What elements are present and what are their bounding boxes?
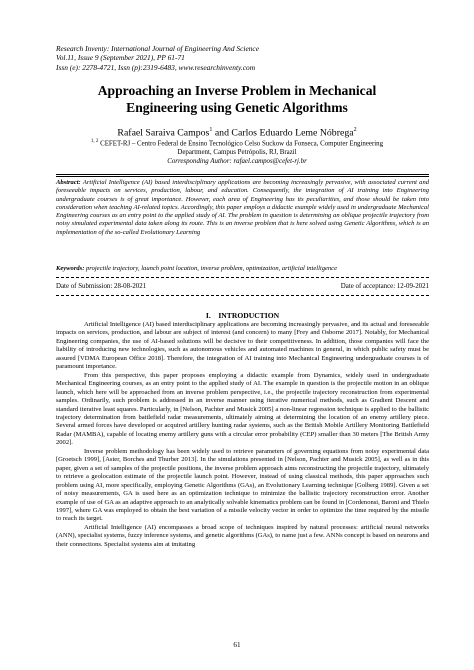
journal-name: Research Inventy: International Journal of Engineering And Science <box>56 44 259 53</box>
keywords-label: Keywords: <box>56 265 85 272</box>
title-line-2: Engineering using Genetic Algorithms <box>126 100 348 115</box>
section-heading: I. INTRODUCTION <box>205 311 280 320</box>
paragraph-1: Artificial Intelligence (AI) based interdisciplinary applications are becoming increasingly pervasive, and its actual and foreseeable impacts on services, production, and labour are subject of interest (and concern) to many [Frey and Osborne 2017]. Notably, for Mechanical Engineering companies, the use of AI-based solutions will be decisive to their competitiveness. In addition, those companies will face the liability of introducing new technologies, such as autonomous vehicles and automated machines in general, in which public safety must be assured [VDMA European Office 2018]. Therefore, the integration of AI training into Mechanical Engineering undergraduate courses is of paramount importance. <box>56 321 429 371</box>
author-1: Rafael Saraiva Campos <box>117 127 210 139</box>
keywords <box>56 265 429 273</box>
author-1-affiliation-mark: 1 <box>209 127 213 133</box>
paragraph-4: Artificial Intelligence (AI) encompasses a broad scope of techniques inspired by natural processes: artificial neural networks (ANN), specialist systems, fuzzy inference systems, and genetic algorithms (GAs), to name just a few. ANNs concept is based on neurons and their connections. Specialist systems aim at imitating <box>56 523 429 548</box>
journal-volume: Vol.11, Issue 9 (September 2021), PP 61-71 <box>56 53 185 63</box>
paragraph-3: Inverse problem methodology has been widely used to retrieve parameters of governing equations from noisy experimental data [Groetsch 1999], [Aster, Borches and Thurber 2013]. In the simulations presented in [Nelson, Pachter and Musick 2005], as well as in this paper, given a set of samples of the projectile positions, the inverse problem approach aims reconstructing the projectile trajectory, ultimately to retrieve a geolocation estimate of the projectile launch point. However, instead of using classical methods, this paper approaches such problem using AI, more specifically, employing Genetic Algorithms (GAs), an Evolutionary Learning technique [Golberg 1989]. Given a set of noisy measurements, GA is used here as an optimization technique to minimize the ballistic trajectory reconstruction error. Another example of use of GA as an adaptive approach to an analytically solvable kinematics problem can be found in [Cordenonsi, Baroni and Thielo 1997], where GA was employed to obtain the best variation of a missile velocity vector in order to optimize the time required by the missile to reach its target. <box>56 447 429 523</box>
divider-top <box>56 174 429 175</box>
submission-date: Date of Submission: 28-08-2021 <box>56 283 147 290</box>
abstract <box>56 179 429 237</box>
keywords-text: projectile trajectory, launch point location, inverse problem, optimization, artificial intelligence <box>84 265 337 272</box>
title-line-1: Approaching an Inverse Problem in Mechanical <box>97 83 377 98</box>
journal-header <box>56 44 426 72</box>
paper-title <box>40 82 434 116</box>
page-number: 61 <box>233 641 241 649</box>
journal-issn: Issn (e): 2278-4721, Issn (p):2319-6483, www.researchinventy.com <box>56 62 256 72</box>
dates-row <box>56 282 429 291</box>
affiliation-line-2: Department, Campus Petrópolis, RJ, Brazil <box>177 149 297 157</box>
author-conjunction: and <box>212 127 232 139</box>
divider-dates <box>56 295 429 296</box>
paragraph-2: From this perspective, this paper proposes employing a didactic example from Dynamics, widely used in undergraduate Mechanical Engineering courses, as an entry point to the applied study of AI. The example in question is the projectile motion in an oblique launch, which here will be approached from an inverse problem perspective, i.e., the projectile trajectory reconstruction from experimental samples. Ordinarily, such problem is addressed in an inverse manner using iterative numerical methods, such as Gradient Descent and standard iterative least squares. Particularly, in [Nelson, Pachter and Musick 2005] a non-linear regression technique is applied to the ballistic trajectory determination from battlefield radar measurements, ultimately aiming at determining the location of an enemy artillery piece. Several armed forces have developed or acquired artillery hunting radar systems, such as the British Mobile Artillery Monitoring Battlefield Radar (MAMBA), capable of locating enemy artillery guns with a circular error probability (CEP) smaller than 30 meters [The British Army 2002]. <box>56 371 429 447</box>
author-2: Carlos Eduardo Leme Nóbrega <box>231 127 354 139</box>
affiliation-mark: 1, 2 <box>90 139 99 144</box>
divider-top-2 <box>56 176 429 177</box>
affiliation <box>56 138 418 167</box>
body-text <box>56 321 429 549</box>
acceptance-date: Date of acceptance: 12-09-2021 <box>340 283 429 290</box>
author-2-affiliation-mark: 2 <box>353 127 357 133</box>
affiliation-line-1: CEFET-RJ – Centro Federal de Ensino Tecnológico Celso Suckow da Fonseca, Computer Engineering <box>98 140 384 148</box>
corresponding-author: Corresponding Author: rafael.campos@cefet-rj.br <box>167 158 307 166</box>
author-list <box>40 124 434 139</box>
divider-keywords <box>56 277 429 278</box>
abstract-text: Artificial Intelligence (AI) based interdisciplinary applications are becoming increasingly pervasive, with associated current and foreseeable impacts on services, production, labour, and education. Consequently, the integration of AI training into Engineering undergraduate courses is of great importance. However, each area of Engineering has its peculiarities, and those should be taken into consideration when teaching AI-related topics. Accordingly, this paper employs a didactic example widely used in undergraduate Mechanical Engineering courses as an entry point to the applied study of AI. The problem in question is determining an oblique projectile trajectory from noisy simulated experimental data taken along its route. This is an inverse problem that is here solved using Genetic Algorithms, which is an implementation of the so-called Evolutionary Learning <box>56 179 429 236</box>
abstract-label: Abstract: <box>56 179 81 186</box>
